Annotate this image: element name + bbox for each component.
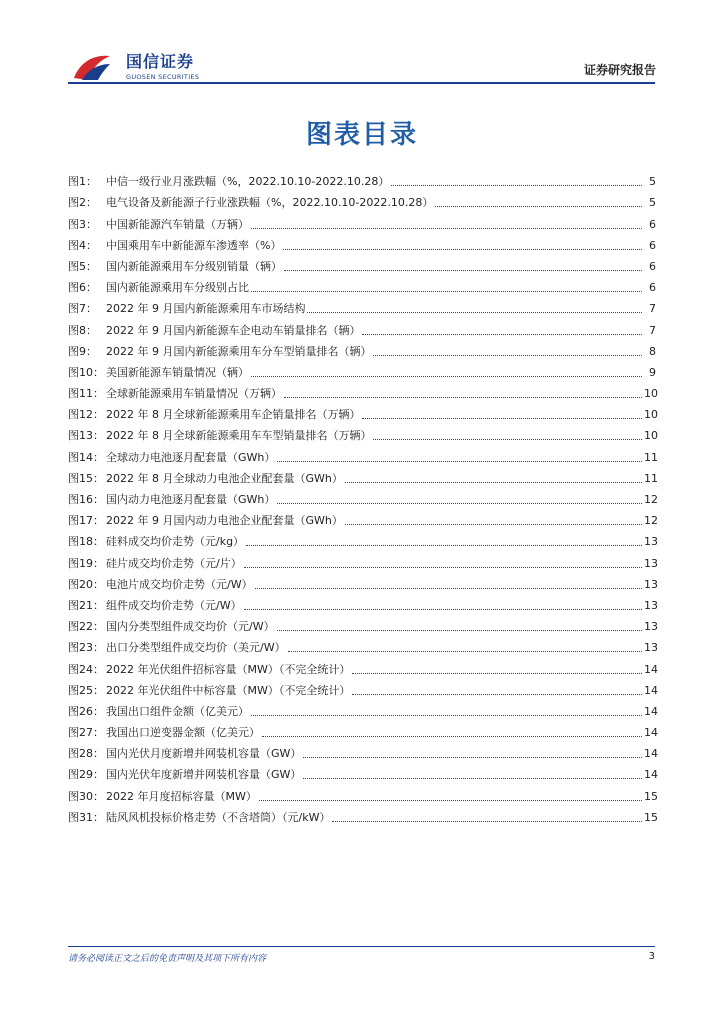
- toc-entry-title: 2022 年 9 月国内新能源乘用车分车型销量排名（辆）: [106, 344, 372, 358]
- toc-entry-page: 11: [644, 450, 658, 464]
- toc-entry[interactable]: [68, 677, 656, 698]
- toc-entry-number: 图9：: [68, 344, 97, 358]
- toc-entry-title: 硅料成交均价走势（元/kg）: [106, 535, 245, 549]
- toc-entry-page: 5: [649, 196, 656, 210]
- toc-entry-page: 15: [644, 810, 658, 824]
- toc-entry-leader: [255, 588, 642, 589]
- toc-entry-page: 12: [644, 514, 658, 528]
- toc-entry-number: 图25：: [68, 683, 104, 697]
- toc-entry-leader: [277, 630, 642, 631]
- toc-entry-number: 图17：: [68, 514, 104, 528]
- toc-entry-page: 13: [644, 641, 658, 655]
- toc-entry-number: 图18：: [68, 535, 104, 549]
- toc-entry[interactable]: [68, 168, 656, 189]
- toc-entry-number: 图21：: [68, 598, 104, 612]
- toc-entry-leader: [345, 482, 642, 483]
- toc-entry-title: 我国出口组件金额（亿美元）: [106, 704, 249, 718]
- toc-entry[interactable]: [68, 316, 656, 337]
- toc-entry[interactable]: [68, 189, 656, 210]
- toc-entry-title: 2022 年 9 月国内新能源乘用车市场结构: [106, 302, 306, 316]
- toc-entry-title: 硅片成交均价走势（元/片）: [106, 556, 242, 570]
- toc-entry-leader: [251, 228, 642, 229]
- toc-entry-title: 陆风风机投标价格走势（不含塔筒）（元/kW）: [106, 810, 331, 824]
- toc-entry-leader: [345, 524, 642, 525]
- toc-entry-page: 12: [644, 493, 658, 506]
- toc-entry-leader: [362, 334, 642, 335]
- toc-entry-title: 全球新能源乘用车销量情况（万辆）: [106, 387, 282, 401]
- toc-entry[interactable]: [68, 253, 656, 274]
- toc-entry-page: 7: [649, 302, 656, 316]
- toc-entry-page: 6: [649, 238, 656, 252]
- toc-entry-number: 图4：: [68, 238, 97, 252]
- toc-entry[interactable]: [68, 380, 656, 401]
- report-type-label: 证券研究报告: [583, 63, 656, 77]
- toc-entry-leader: [352, 694, 642, 695]
- toc-entry-page: 14: [644, 747, 658, 761]
- toc-entry-leader: [332, 821, 642, 822]
- toc-entry-leader: [373, 355, 642, 356]
- toc-entry-leader: [373, 439, 642, 440]
- toc-entry-number: 图2：: [68, 196, 97, 210]
- toc-entry-title: 2022 年 8 月全球新能源乘用车车型销量排名（万辆）: [106, 429, 372, 443]
- toc-entry-number: 图8：: [68, 323, 97, 337]
- toc-entry-leader: [288, 651, 642, 652]
- toc-entry-title: 组件成交均价走势（元/W）: [106, 598, 242, 612]
- toc-entry-title: 2022 年 9 月国内动力电池企业配套量（GWh）: [106, 514, 343, 528]
- toc-entry[interactable]: [68, 401, 656, 422]
- toc-entry-number: 图11：: [68, 387, 104, 401]
- toc-entry-title: 国内光伏年度新增并网装机容量（GW）: [106, 768, 302, 782]
- toc-entry-page: 14: [644, 768, 658, 782]
- toc-entry-page: 10: [644, 429, 658, 443]
- toc-entry[interactable]: [68, 422, 656, 443]
- toc-entry[interactable]: [68, 719, 656, 740]
- toc-entry-page: 10: [644, 408, 658, 422]
- toc-entry[interactable]: [68, 210, 656, 231]
- toc-entry-page: 6: [649, 281, 656, 295]
- toc-entry-number: 图30：: [68, 789, 104, 803]
- toc-entry-number: 图12：: [68, 408, 104, 422]
- header-divider: [68, 82, 655, 84]
- toc-entry-title: 国内分类型组件成交均价（元/W）: [106, 620, 275, 634]
- toc-entry-number: 图23：: [68, 641, 104, 655]
- toc-entry-title: 美国新能源车销量情况（辆）: [106, 365, 249, 379]
- toc-entry-number: 图14：: [68, 450, 104, 464]
- brand-name-cn: 国信证券: [126, 52, 195, 71]
- toc-entry-page: 14: [644, 726, 658, 740]
- toc-entry-title: 中信一级行业月涨跌幅（%，2022.10.10-2022.10.28）: [106, 175, 390, 189]
- toc-entry[interactable]: [68, 740, 656, 761]
- toc-entry-leader: [277, 461, 642, 462]
- toc-entry-title: 2022 年光伏组件招标容量（MW）（不完全统计）: [106, 662, 351, 676]
- toc-entry-title: 电池片成交均价走势（元/W）: [106, 577, 253, 591]
- toc-entry-title: 2022 年月度招标容量（MW）: [106, 789, 257, 803]
- toc-entry[interactable]: [68, 804, 656, 825]
- toc-entry[interactable]: [68, 761, 656, 782]
- toc-entry[interactable]: [68, 655, 656, 676]
- toc-entry-number: 图28：: [68, 747, 104, 761]
- toc-entry-leader: [251, 376, 642, 377]
- toc-entry-number: 图3：: [68, 217, 97, 231]
- toc-entry-leader: [246, 545, 642, 546]
- toc-entry-leader: [259, 800, 642, 801]
- toc-entry-leader: [435, 206, 642, 207]
- toc-entry[interactable]: [68, 613, 656, 634]
- toc-entry-leader: [303, 778, 642, 779]
- toc-entry-leader: [262, 736, 642, 737]
- table-of-figures: [68, 168, 656, 825]
- toc-entry-page: 13: [644, 535, 658, 549]
- toc-entry-number: 图15：: [68, 471, 104, 485]
- toc-entry-page: 9: [649, 365, 656, 379]
- toc-entry[interactable]: [68, 443, 656, 464]
- toc-entry-title: 国内光伏月度新增并网装机容量（GW）: [106, 747, 302, 761]
- toc-entry-page: 10: [644, 387, 658, 401]
- toc-entry[interactable]: [68, 592, 656, 613]
- page-title: 图表目录: [305, 120, 418, 150]
- toc-entry-title: 国内动力电池逐月配套量（GWh）: [106, 493, 276, 506]
- toc-entry-number: 图10：: [68, 365, 104, 379]
- toc-entry-page: 6: [649, 259, 656, 273]
- toc-entry-number: 图1：: [68, 175, 97, 189]
- toc-entry[interactable]: [68, 359, 656, 380]
- toc-entry-title: 电气设备及新能源子行业涨跌幅（%，2022.10.10-2022.10.28）: [106, 196, 434, 210]
- toc-entry-number: 图5：: [68, 259, 97, 273]
- toc-entry-title: 全球动力电池逐月配套量（GWh）: [106, 450, 276, 464]
- toc-entry[interactable]: [68, 465, 656, 486]
- page-header: [0, 0, 724, 90]
- toc-entry-number: 图13：: [68, 429, 104, 443]
- footer-disclaimer: 请务必阅读正文之后的免责声明及其项下所有内容: [68, 954, 267, 964]
- toc-entry-title: 我国出口逆变器金额（亿美元）: [106, 726, 260, 740]
- toc-entry-leader: [283, 249, 642, 250]
- toc-entry-leader: [352, 673, 642, 674]
- toc-entry-page: 14: [644, 704, 658, 718]
- toc-entry-leader: [307, 312, 642, 313]
- toc-entry-leader: [391, 185, 642, 186]
- footer-divider: [68, 946, 655, 947]
- toc-entry[interactable]: [68, 486, 656, 507]
- toc-entry-number: 图22：: [68, 620, 104, 634]
- toc-entry-leader: [277, 503, 642, 504]
- toc-entry[interactable]: [68, 634, 656, 655]
- toc-entry-page: 15: [644, 789, 658, 803]
- toc-entry-page: 11: [644, 471, 658, 485]
- toc-entry-title: 国内新能源乘用车分级别占比: [106, 281, 249, 295]
- toc-entry-number: 图31：: [68, 810, 104, 824]
- toc-entry-title: 2022 年光伏组件中标容量（MW）（不完全统计）: [106, 683, 351, 697]
- toc-entry[interactable]: [68, 338, 656, 359]
- toc-entry[interactable]: [68, 274, 656, 295]
- toc-entry-page: 7: [649, 323, 656, 337]
- toc-entry[interactable]: [68, 549, 656, 570]
- toc-entry-leader: [284, 270, 642, 271]
- toc-entry-leader: [362, 418, 642, 419]
- toc-entry-title: 2022 年 8 月全球动力电池企业配套量（GWh）: [106, 471, 343, 485]
- toc-entry-number: 图7：: [68, 302, 97, 316]
- toc-entry-title: 出口分类型组件成交均价（美元/W）: [106, 641, 286, 655]
- toc-entry-leader: [244, 609, 642, 610]
- toc-entry-number: 图24：: [68, 662, 104, 676]
- toc-entry[interactable]: [68, 571, 656, 592]
- toc-entry-title: 2022 年 8 月全球新能源乘用车企销量排名（万辆）: [106, 408, 361, 422]
- toc-entry-number: 图29：: [68, 768, 104, 782]
- page-number: 3: [648, 951, 655, 962]
- toc-entry[interactable]: [68, 507, 656, 528]
- toc-entry-page: 6: [649, 217, 656, 231]
- toc-entry-page: 13: [644, 577, 658, 591]
- toc-entry-page: 5: [649, 175, 656, 189]
- toc-entry-leader: [284, 397, 642, 398]
- toc-entry-title: 2022 年 9 月国内新能源车企电动车销量排名（辆）: [106, 323, 361, 337]
- toc-entry-leader: [251, 291, 642, 292]
- brand-name: [126, 53, 199, 82]
- brand-name-en: GUOSEN SECURITIES: [126, 73, 200, 81]
- guosen-logo-icon: [72, 52, 112, 82]
- toc-entry-leader: [244, 567, 642, 568]
- toc-entry-page: 13: [644, 598, 658, 612]
- toc-entry-page: 14: [644, 683, 658, 697]
- toc-entry-number: 图6：: [68, 281, 97, 295]
- toc-entry[interactable]: [68, 698, 656, 719]
- toc-entry-number: 图19：: [68, 556, 104, 570]
- toc-entry-number: 图16：: [68, 493, 104, 506]
- toc-entry-title: 中国乘用车中新能源车渗透率（%）: [106, 238, 282, 252]
- toc-entry-page: 13: [644, 620, 658, 634]
- toc-entry-title: 国内新能源乘用车分级别销量（辆）: [106, 259, 282, 273]
- toc-entry-leader: [303, 757, 642, 758]
- toc-entry-number: 图26：: [68, 704, 104, 718]
- toc-entry[interactable]: [68, 295, 656, 316]
- toc-entry-number: 图20：: [68, 577, 104, 591]
- toc-entry-leader: [251, 715, 642, 716]
- toc-entry-title: 中国新能源汽车销量（万辆）: [106, 217, 249, 231]
- toc-entry-page: 13: [644, 556, 658, 570]
- toc-entry[interactable]: [68, 782, 656, 803]
- toc-entry-page: 14: [644, 662, 658, 676]
- toc-entry[interactable]: [68, 232, 656, 253]
- toc-entry[interactable]: [68, 528, 656, 549]
- toc-entry-page: 8: [649, 344, 656, 358]
- toc-entry-number: 图27：: [68, 726, 104, 740]
